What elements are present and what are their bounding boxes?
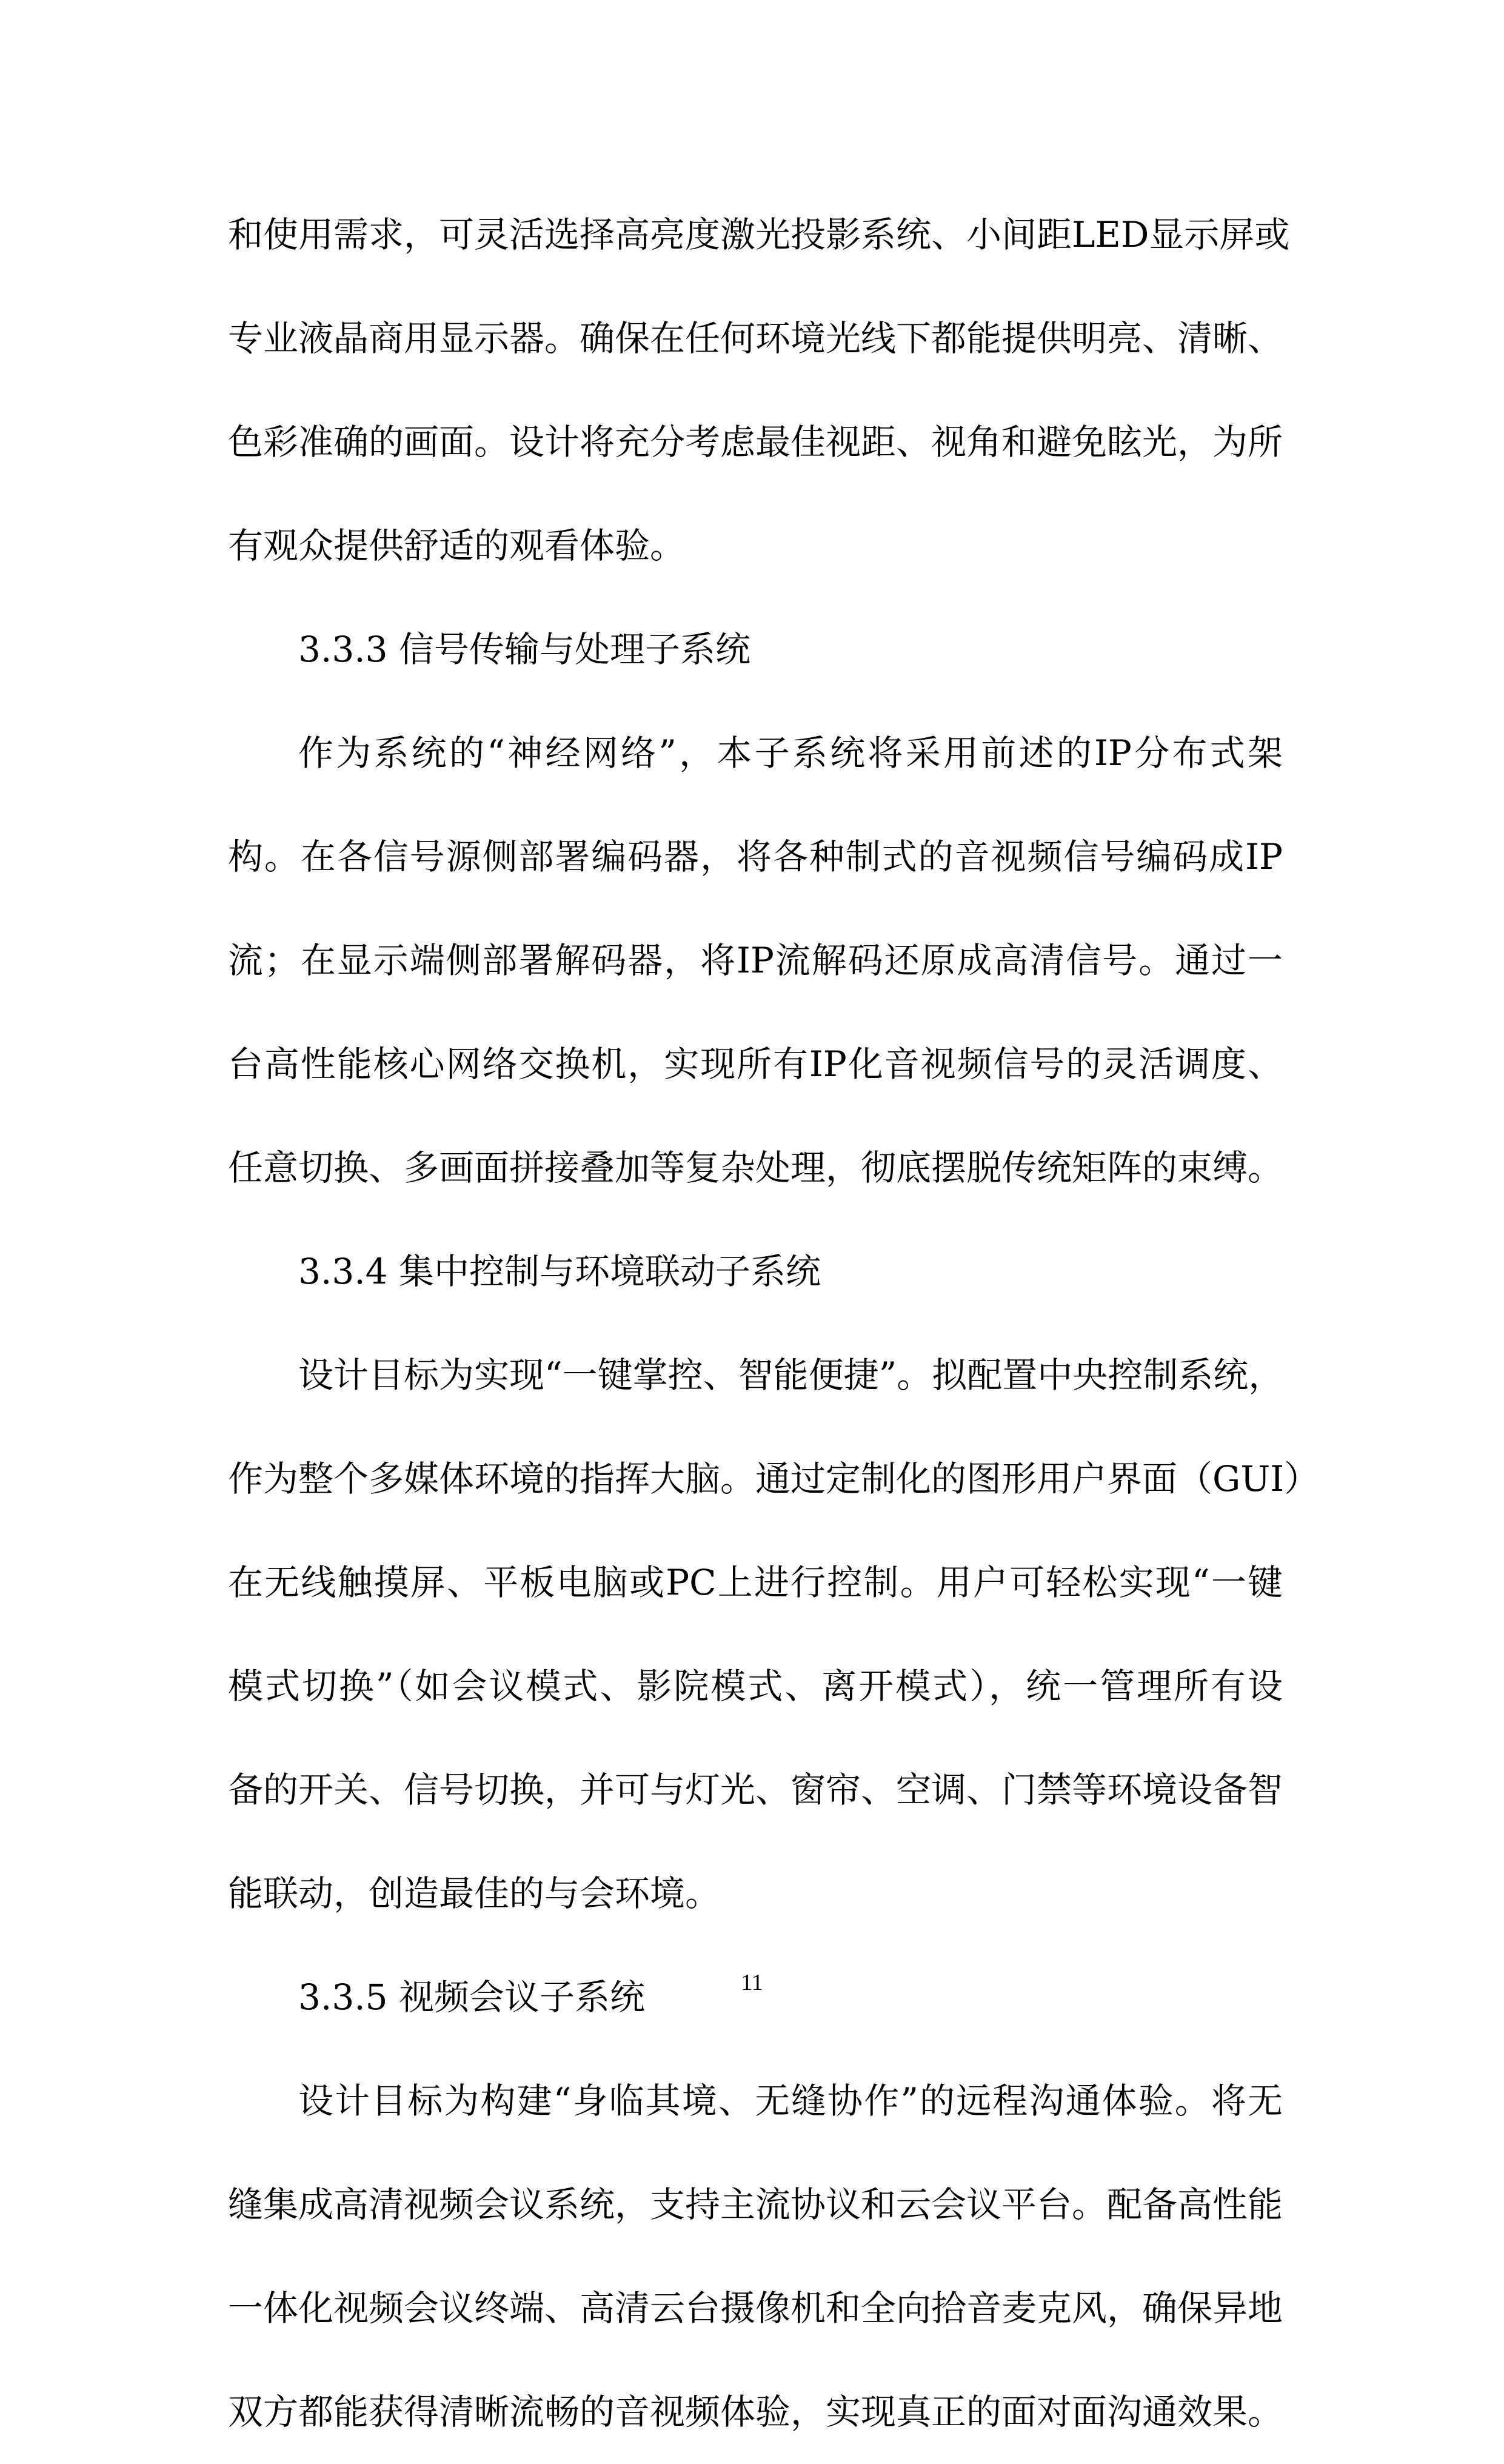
paragraph-line: 双方都能获得清晰流畅的音视频体验，实现真正的面对面沟通效果。	[228, 2391, 1283, 2432]
paragraph-line: 设计目标为实现“一键掌控、智能便捷”。拟配置中央控制系统，	[298, 1354, 1284, 1396]
page-number: 11	[741, 1970, 763, 1995]
section-heading-3-3-3: 3.3.3 信号传输与处理子系统	[298, 629, 751, 670]
paragraph-line: 流；在显示端侧部署解码器，将IP流解码还原成高清信号。通过一	[228, 940, 1283, 981]
section-heading-3-3-5: 3.3.5 视频会议子系统	[298, 1977, 646, 2018]
paragraph-line: 有观众提供舒适的观看体验。	[228, 525, 686, 566]
page-body	[228, 183, 1320, 2464]
paragraph-line: 模式切换”（如会议模式、影院模式、离开模式），统一管理所有设	[228, 1666, 1283, 1707]
paragraph-line: 构。在各信号源侧部署编码器，将各种制式的音视频信号编码成IP	[228, 836, 1283, 877]
paragraph-line: 缝集成高清视频会议系统，支持主流协议和云会议平台。配备高性能	[228, 2184, 1283, 2225]
paragraph-line: 专业液晶商用显示器。确保在任何环境光线下都能提供明亮、清晰、	[228, 318, 1283, 359]
paragraph-line: 能联动，创造最佳的与会环境。	[228, 1873, 721, 1914]
paragraph-line: 设计目标为构建“身临其境、无缝协作”的远程沟通体验。将无	[298, 2080, 1283, 2121]
paragraph-line: 作为整个多媒体环境的指挥大脑。通过定制化的图形用户界面（GUI）	[228, 1458, 1320, 1499]
paragraph-line: 一体化视频会议终端、高清云台摄像机和全向拾音麦克风，确保异地	[228, 2288, 1283, 2329]
paragraph-line: 任意切换、多画面拼接叠加等复杂处理，彻底摆脱传统矩阵的束缚。	[228, 1147, 1283, 1188]
paragraph-line: 和使用需求，可灵活选择高亮度激光投影系统、小间距LED显示屏或	[228, 214, 1290, 255]
paragraph-line: 在无线触摸屏、平板电脑或PC上进行控制。用户可轻松实现“一键	[228, 1562, 1283, 1603]
paragraph-line: 台高性能核心网络交换机，实现所有IP化音视频信号的灵活调度、	[228, 1043, 1283, 1085]
paragraph-line: 备的开关、信号切换，并可与灯光、窗帘、空调、门禁等环境设备智	[228, 1769, 1283, 1810]
paragraph-line: 作为系统的“神经网络”，本子系统将采用前述的IP分布式架	[298, 732, 1283, 774]
section-heading-3-3-4: 3.3.4 集中控制与环境联动子系统	[298, 1251, 821, 1292]
paragraph-line: 色彩准确的画面。设计将充分考虑最佳视距、视角和避免眩光，为所	[228, 421, 1283, 463]
